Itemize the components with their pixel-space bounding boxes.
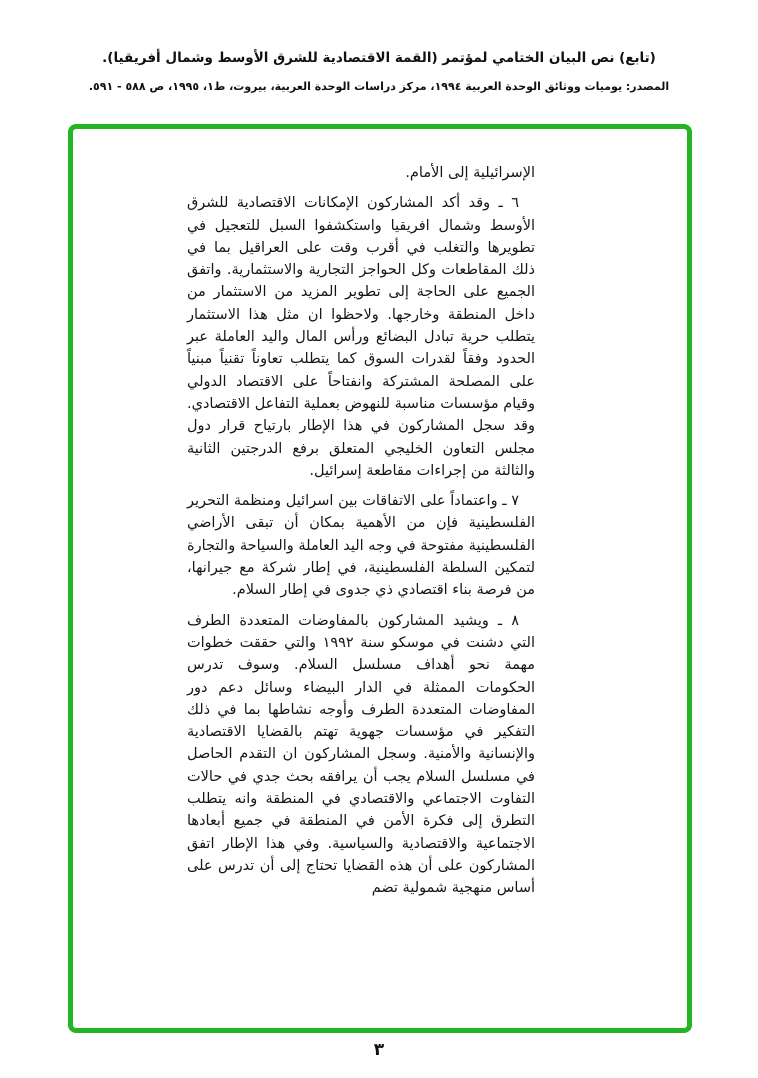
page-number: ٣: [373, 1040, 385, 1060]
opening-continuation-line: الإسرائيلية إلى الأمام.: [405, 165, 535, 181]
paragraph-8: ٨ ـ ويشيد المشاركون بالمفاوضات المتعددة الطرف التي دشنت في موسكو سنة ١٩٩٢ والتي حققت خطوات مهمة نحو أهداف مسلسل السلام. وسوف تدرس الحكومات الممثلة في الدار البيضاء وسائل دعم دور المفاوضات المتعددة الطرف وأوجه نشاطها بما في ذلك التفكير في مؤسسات جهوية تهتم بالقضايا الاقتصادية والإنسانية والأمنية. وسجل المشاركون ان التقدم الحاصل في مسلسل السلام يجب أن يرافقه بحث جدي في حالات التفاوت الاجتماعي والاقتصادي في المنطقة وانه يتطلب التطرق إلى فكرة الأمن في المنطقة في جميع أبعادها الاجتماعية والاقتصادية والسياسية. وفي هذا الإطار اتفق المشاركون على أن هذه القضايا تحتاج إلى أن تدرس على أساس منهجية شمولية تضم: [187, 612, 535, 897]
document-title: (تابع) نص البيان الختامي لمؤتمر (القمة الاقتصادية للشرق الأوسط وشمال أفريقيا).: [102, 50, 656, 66]
paragraph-6: ٦ ـ وقد أكد المشاركون الإمكانات الاقتصادية للشرق الأوسط وشمال افريقيا واستكشفوا السبل للتعجيل في تطويرها والتغلب في أقرب وقت على العراقيل بما في ذلك المقاطعات وكل الحواجز التجارية والاستثمارية. واتفق الجميع على الحاجة إلى تطوير المزيد من الاستثمار من داخل المنطقة وخارجها. ولاحظوا ان مثل هذا الاستثمار يتطلب حرية تبادل البضائع ورأس المال واليد العاملة عبر الحدود وفقاً لقدرات السوق كما يتطلب تعاوناً تقنياً مبنياً على المصلحة المشتركة وانفتاحاً على الاقتصاد الدولي وقيام مؤسسات مناسبة للنهوض بعملية التفاعل الاقتصادي. وقد سجل المشاركون في هذا الإطار بارتياح قرار دول مجلس التعاون الخليجي المتعلق برفع الدرجتين الثانية والثالثة من إجراءات مقاطعة إسرائيل.: [187, 195, 535, 479]
paragraph-7: ٧ ـ واعتماداً على الاتفاقات بين اسرائيل ومنظمة التحرير الفلسطينية فإن من الأهمية بمكان أن تبقى الأراضي الفلسطينية مفتوحة في وجه اليد العاملة والسياحة والتجارة لتمكين السلطة الفلسطينية، في إطار شركة مع جيرانها، من فرصة بناء اقتصادي ذي جدوى في إطار السلام.: [187, 493, 535, 599]
document-header: [40, 48, 718, 95]
content-border-box: [68, 124, 692, 1033]
body-text-column: [187, 162, 535, 908]
document-source-line: المصدر: يوميات ووثائق الوحدة العربية ١٩٩٤، مركز دراسات الوحدة العربية، بيروت، ط١، ١٩٩٥، ص ٥٨٨ - ٥٩١.: [88, 79, 670, 93]
